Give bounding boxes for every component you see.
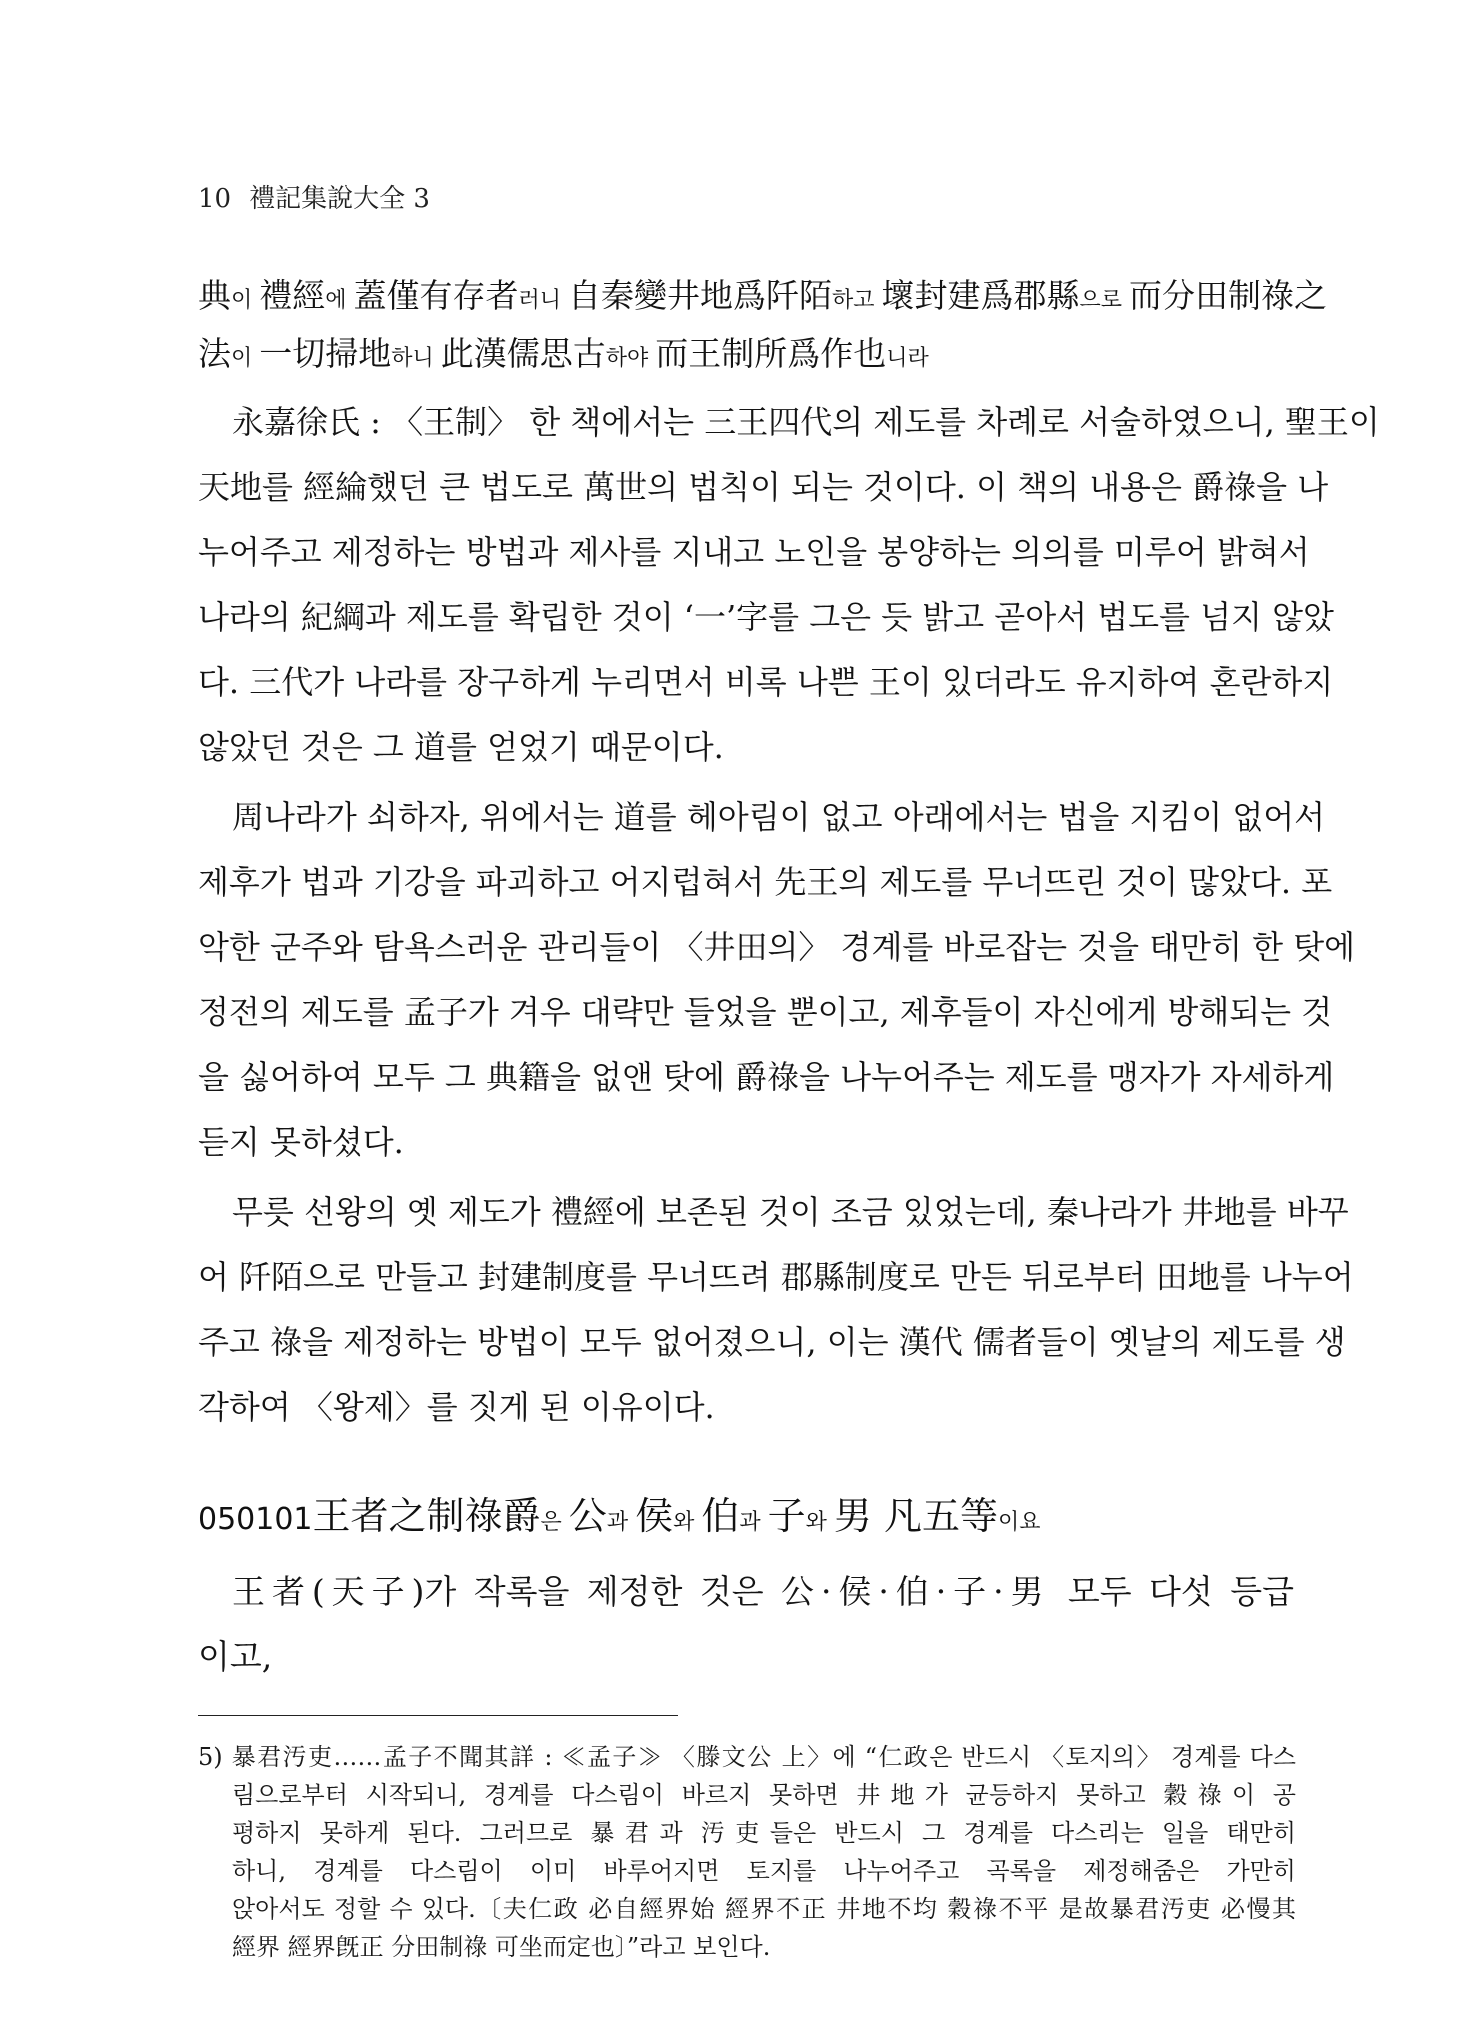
section-heading bbox=[198, 1490, 1298, 1542]
paragraph-line: 어 阡陌으로 만들고 封建制度를 무너뜨려 郡縣制度로 만든 뒤로부터 田地를 나누어 bbox=[198, 1258, 1354, 1296]
translation-line: 王者(天子)가 작록을 제정한 것은 公·侯·伯·子·男 모두 다섯 등급 bbox=[232, 1572, 1294, 1611]
paragraph-line: 을 싫어하여 모두 그 典籍을 없앤 탓에 爵祿을 나누어주는 제도를 맹자가 자세하게 bbox=[198, 1058, 1335, 1096]
korean-particle: 이 bbox=[231, 346, 260, 371]
footnote-line: 하니, 경계를 다스림이 이미 바루어지면 토지를 나누어주고 곡록을 제정해줌은 가만히 bbox=[232, 1857, 1296, 1885]
translation-line: 이고, bbox=[198, 1637, 273, 1676]
classical-text: 公 bbox=[568, 1494, 607, 1538]
paragraph-line: 天地를 經綸했던 큰 법도로 萬世의 법칙이 되는 것이다. 이 책의 내용은 爵祿을 나 bbox=[198, 468, 1329, 506]
korean-particle: 이 bbox=[231, 288, 260, 313]
classical-text: 蓋僅有存者 bbox=[353, 276, 519, 315]
footnote-line: 앉아서도 정할 수 있다.〔夫仁政 必自經界始 經界不正 井地不均 穀祿不平 是故暴君汚吏 必慢其 bbox=[232, 1895, 1296, 1923]
paragraph-line: 듣지 못하셨다. bbox=[198, 1123, 404, 1161]
section-text bbox=[312, 1494, 1041, 1538]
paragraph-line: 누어주고 제정하는 방법과 제사를 지내고 노인을 봉양하는 의의를 미루어 밝혀서 bbox=[198, 533, 1310, 571]
paragraph-line: 각하여 〈왕제〉를 짓게 된 이유이다. bbox=[198, 1388, 715, 1426]
classical-text: 王者之制祿爵 bbox=[312, 1494, 541, 1538]
classical-text: 一切掃地 bbox=[259, 334, 392, 373]
korean-particle: 하고 bbox=[832, 288, 882, 313]
classical-text: 壞封建爲郡縣 bbox=[881, 276, 1080, 315]
korean-particle: 과 bbox=[739, 1510, 768, 1535]
korean-particle: 과 bbox=[606, 1510, 636, 1535]
korean-particle: 은 bbox=[540, 1510, 569, 1535]
classical-text: 禮經 bbox=[259, 276, 326, 315]
classical-text: 侯 bbox=[635, 1494, 674, 1538]
korean-particle: 으로 bbox=[1079, 288, 1129, 313]
page-number: 10 bbox=[198, 184, 232, 214]
classical-text: 而分田制祿之 bbox=[1129, 276, 1327, 315]
korean-particle: 에 bbox=[325, 288, 354, 313]
classical-text: 此漢儒思古 bbox=[440, 334, 606, 373]
classical-text: 自秦變井地爲阡陌 bbox=[568, 276, 832, 315]
classical-text: 典 bbox=[198, 276, 231, 315]
section-number: 050101 bbox=[198, 1502, 313, 1537]
classical-text: 子 bbox=[767, 1494, 806, 1538]
paragraph-line: 永嘉徐氏 : 〈王制〉 한 책에서는 三王四代의 제도를 차례로 서술하였으니, 聖王이 bbox=[232, 403, 1380, 441]
korean-particle: 니라 bbox=[886, 346, 929, 371]
footnote-line: 經界 經界旣正 分田制祿 可坐而定也〕”라고 보인다. bbox=[232, 1933, 771, 1961]
paragraph-line: 정전의 제도를 孟子가 겨우 대략만 들었을 뿐이고, 제후들이 자신에게 방해되는 것 bbox=[198, 993, 1333, 1031]
classical-text: 法 bbox=[198, 334, 231, 373]
original-text-line bbox=[198, 274, 1327, 318]
korean-particle: 와 bbox=[673, 1510, 702, 1535]
korean-particle: 와 bbox=[805, 1510, 834, 1535]
paragraph-line: 악한 군주와 탐욕스러운 관리들이 〈井田의〉 경계를 바로잡는 것을 태만히 한 탓에 bbox=[198, 928, 1356, 966]
footnote-line: 림으로부터 시작되니, 경계를 다스림이 바르지 못하면 井地가 균등하지 못하고 穀祿이 공 bbox=[232, 1781, 1296, 1809]
book-title: 禮記集說大全 3 bbox=[249, 184, 430, 214]
paragraph-line: 않았던 것은 그 道를 얻었기 때문이다. bbox=[198, 728, 724, 766]
footnote-line: 평하지 못하게 된다. 그러므로 暴君과 汚吏들은 반드시 그 경계를 다스리는 일을 태만히 bbox=[232, 1819, 1296, 1847]
korean-particle: 하니 bbox=[391, 346, 441, 371]
classical-text: 而王制所爲作也 bbox=[655, 334, 887, 373]
korean-particle: 러니 bbox=[518, 288, 568, 313]
original-text-line bbox=[198, 332, 1294, 376]
korean-particle: 하야 bbox=[605, 346, 656, 371]
paragraph-line: 주고 祿을 제정하는 방법이 모두 없어졌으니, 이는 漢代 儒者들이 옛날의 제도를 생 bbox=[198, 1323, 1346, 1361]
paragraph-line: 무릇 선왕의 옛 제도가 禮經에 보존된 것이 조금 있었는데, 秦나라가 井地를 바꾸 bbox=[232, 1193, 1349, 1231]
footnote-divider bbox=[198, 1715, 678, 1716]
classical-text: 男 凡五等 bbox=[833, 1494, 998, 1538]
paragraph-line: 제후가 법과 기강을 파괴하고 어지럽혀서 先王의 제도를 무너뜨린 것이 많았다. 포 bbox=[198, 863, 1333, 901]
running-head bbox=[198, 178, 430, 215]
paragraph-line: 나라의 紀綱과 제도를 확립한 것이 ‘一’字를 그은 듯 밝고 곧아서 법도를 넘지 않았 bbox=[198, 598, 1334, 636]
paragraph-line: 다. 三代가 나라를 장구하게 누리면서 비록 나쁜 王이 있더라도 유지하여 혼란하지 bbox=[198, 663, 1334, 701]
korean-particle: 이요 bbox=[997, 1510, 1041, 1535]
footnote-line: 5) 暴君汚吏……孟子不聞其詳 : ≪孟子≫ 〈滕文公 上〉에 “仁政은 반드시 〈토지의〉 경계를 다스 bbox=[198, 1743, 1296, 1771]
classical-text: 伯 bbox=[701, 1494, 740, 1538]
paragraph-line: 周나라가 쇠하자, 위에서는 道를 헤아림이 없고 아래에서는 법을 지킴이 없어서 bbox=[232, 798, 1326, 836]
